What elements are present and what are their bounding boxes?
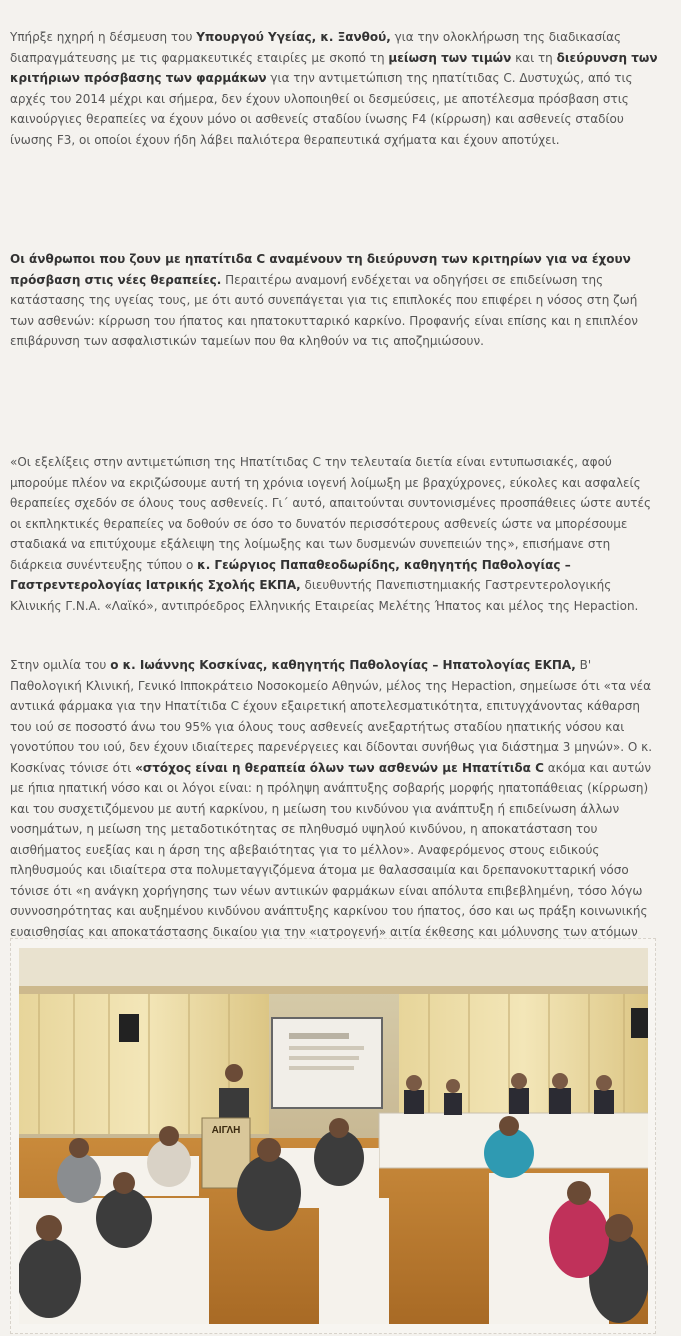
- text-segment: Στην ομιλία του: [10, 658, 111, 672]
- bold-text-segment: κ. Γεώργιος Παπαθεοδωρίδης, καθηγητής Παθολογίας – Γαστρεντερολογίας Ιατρικής Σχολής ΕΚΠΑ,: [10, 557, 571, 592]
- paragraph-minister-commitment: [10, 27, 662, 150]
- bold-text-segment: μείωση των τιμών: [388, 50, 512, 65]
- press-conference-photo-frame: [10, 938, 656, 1334]
- paragraph-koskinas-speech: [10, 655, 662, 963]
- bold-text-segment: «στόχος είναι η θεραπεία όλων των ασθενών με Ηπατίτιδα C: [135, 760, 544, 775]
- text-segment: διευθυντής Πανεπιστημιακής Γαστρεντερολογικής Κλινικής Γ.Ν.Α. «Λαϊκό», αντιπρόεδρος Ελληνικής Εταιρείας Μελέτης Ήπατος και μέλος της Hepaction.: [10, 578, 639, 613]
- bold-text-segment: διεύρυνση των κριτήριων πρόσβασης των φαρμάκων: [10, 50, 658, 85]
- podium-sign-text: ΑΙΓΛΗ: [211, 1125, 241, 1136]
- text-segment: και τη: [511, 50, 557, 65]
- bold-text-segment: Οι άνθρωποι που ζουν με ηπατίτιδα C αναμένουν τη διεύρυνση των κριτηρίων για να έχουν πρόσβαση στις νέες θεραπείες.: [10, 252, 631, 287]
- text-segment: για την ολοκλήρωση της διαδικασίας διαπραγμάτευσης με τις φαρμακευτικές εταιρίες με σκοπό τη: [10, 30, 622, 65]
- text-segment: Υπήρξε ηχηρή η δέσμευση του: [10, 30, 197, 44]
- text-segment: για την αντιμετώπιση της ηπατίτιδας C. Δυστυχώς, από τις αρχές του 2014 μέχρι και σήμερα, δεν έχουν υλοποιηθεί οι δεσμεύσεις, με αποτέλεσμα πρόσβαση στις καινούργιες θεραπείες να έχουν μόνο οι ασθενείς σταδίου ίνωσης F4 (κίρρωση) και ασθενείς σταδίου ίνωσης F3, οι οποίοι έχουν ήδη λάβει παλιότερα θεραπευτικά σχήματα και έχουν αποτύχει.: [10, 71, 633, 147]
- paragraph-papatheodoridis-quote: [10, 452, 662, 616]
- text-segment: «Οι εξελίξεις στην αντιμετώπιση της Ηπατίτιδας C την τελευταία διετία είναι εντυπωσιακές, αφού μπορούμε πλέον να εκριζώσουμε αυτή τη χρόνια ιογενή λοίμωξη με βραχύχρονες, εύκολες και ασφαλείς θεραπείες σχεδόν σε όλους τους ασθενείς. Γι΄ αυτό, απαιτούνται συντονισμένες προσπάθειες ώστε αυτές οι εκπληκτικές θεραπείες να δοθούν σε όσο το δυνατόν περισσότερους ασθενείς ώστε να μπορέσουμε σταδιακά να επιτύχουμε εξάλειψη της λοίμωξης και των δυσμενών συνεπειών της», επισήμανε στη διάρκεια συνέντευξης τύπου ο: [10, 455, 652, 572]
- bold-text-segment: ο κ. Ιωάννης Κοσκίνας, καθηγητής Παθολογίας – Ηπατολογίας ΕΚΠΑ,: [110, 658, 576, 672]
- text-segment: ακόμα και αυτών με ήπια ηπατική νόσο και οι λόγοι είναι: η πρόληψη ανάπτυξης σοβαρής μορφής ηπατοπάθειας (κίρρωση) και του συσχετιζόμενου με αυτή καρκίνου, η μείωση του κινδύνου για ανάπτυξη ή επιδείνωση άλλων νοσημάτων, η μείωση της μεταδοτικότητας σε πληθυσμό υψηλού κινδύνου, η αποκατάσταση του αισθήματος ευεξίας και η άρση της αβεβαιότητας για το μέλλον». Αναφερόμενος στους ειδικούς πληθυσμούς και ιδιαίτερα στα πολυμεταγγιζόμενα άτομα με θαλασσαιμία και δρεπανοκυτταρική νόσο τόνισε ότι «η ανάγκη χορήγησης των νέων αντιικών φαρμάκων είναι απόλυτα επιβεβλημένη, τόσο λόγω συννοσηρότητας και αυξημένου κινδύνου ανάπτυξης καρκίνου του ήπατος, όσο και ως πράξη κοινωνικής ευαισθησίας και αποκατάστασης δικαίου για την «ιατρογενή» αιτία έκθεσης και μόλυνσης των ατόμων: [10, 760, 652, 939]
- text-segment: Β' Παθολογική Κλινική, Γενικό Ιπποκράτειο Νοσοκομείο Αθηνών, μέλος της Hepaction, σημείωσε ότι «τα νέα αντιικά φάρμακα για την Ηπατίτιδα C έχουν εξαιρετική αποτελεσματικότητα, επιτυγχάνοντας κάθαρση του ιού σε ποσοστό άνω του 95% για όλους τους ασθενείς ανεξαρτήτως σταδίου ηπατικής νόσου και γονοτύπου του ιού, δεν έχουν ιδιαίτερες παρενέργειες και δίδονται συνήθως για διάστημα 3 μηνών». Ο κ. Κοσκίνας τόνισε ότι: [10, 658, 653, 775]
- paragraph-patients-waiting: [10, 249, 662, 352]
- bold-text-segment: Υπουργού Υγείας, κ. Ξανθού,: [196, 30, 391, 44]
- text-segment: Περαιτέρω αναμονή ενδέχεται να οδηγήσει σε επιδείνωση της κατάστασης της υγείας τους, με ότι αυτό συνεπάγεται για τις επιπλοκές που επιφέρει η νόσος στη ζωή των ασθενών: κίρρωση του ήπατος και ηπατοκυτταρικό καρκίνο. Προφανής είναι επίσης και η επιπλέον επιβάρυνση των ασφαλιστικών ταμείων που θα κληθούν να τις αποζημιώσουν.: [10, 272, 638, 348]
- press-conference-photo[interactable]: [19, 948, 648, 1324]
